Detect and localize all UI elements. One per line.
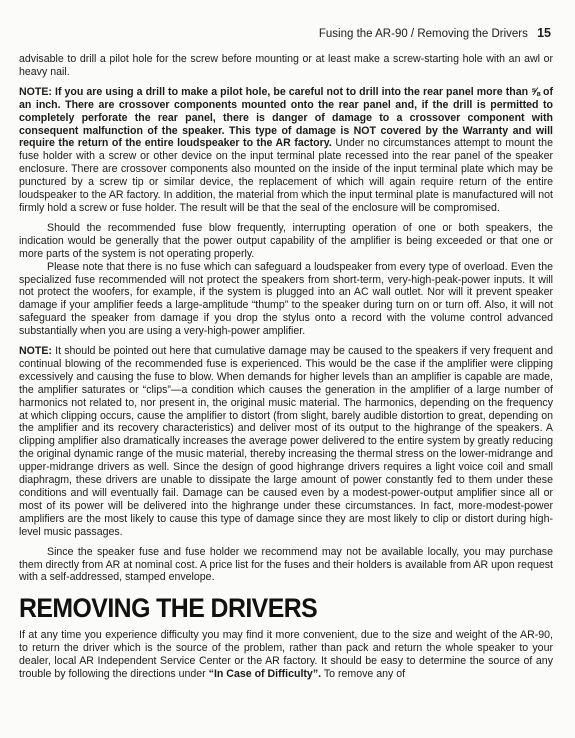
note-body: Under no circumstances attempt to mount the fuse holder with a screw or other device on the input terminal plate recessed into the rear panel of the speaker enclosure. There are crossover components also mounted on the inside of the input terminal plate which may be punctured by a screw tip or similar device, the replacement of which will again require return of the entire loudspeaker to the AR factory. In addition, the material from which the input terminal plate is manufactured will not firmly hold a screw or fuse holder. The result will be that the seal of the enclosure will be compromised.: [19, 137, 553, 214]
note-bold-warning: If you are using a drill to make a pilot hole, be careful not to drill into the rear panel more than ⅝ of an inch. There are crossover components mounted onto the rear panel and, if the drill is permitted to completely perforate the rear panel, there is danger of damage to a crossover component with consequent malfunction of the speaker. This type of damage is NOT covered by the Warranty and will require the return of the entire loudspeaker to the AR factory.: [19, 85, 553, 150]
cross-reference: “In Case of Difficulty”.: [208, 667, 322, 680]
note-body: It should be pointed out here that cumulative damage may be caused to the speakers if very frequent and continual blowing of the recommended fuse is experienced. This would be the case if the amplifier were clipping excessively and causing the fuse to blow. When demands for higher levels than an amplifier is capable are made, the amplifier saturates or “clips”—a condition which causes the generation in the amplifier of a large number of harmonics not related to, nor present in, the original music material. The harmonics, depending on the frequency at which clipping occurs, cause the amplifier to distort (from slight, barely audible distortion to great, depending on the amplifier and its recovery characteristics) and deliver most of its output to the highrange of the speakers. A clipping amplifier also dramatically increases the average power delivered to the entire system by greatly reducing the original dynamic range of the music material, thereby increasing the thermal stress on the lower-midrange and upper-midrange drivers as well. Since the design of good highrange drivers requires a light voice coil and small diaphragm, these drivers are unable to dissipate the large amount of power constantly fed to them under these conditions and will eventually fail. Damage can be caused even by a modest-power-output amplifier since all or most of its power will be delivered into the highrange under these circumstances. In fact, more-modest-power amplifiers are the most likely to cause this type of damage since they are most likely to clip or distort during high-level music passages.: [19, 345, 553, 538]
paragraph-text: If at any time you experience difficulty you may find it more convenient, due to the size and weight of the AR-90, to return the driver which is the source of the problem, rather than pack and return the whole speaker to your dealer, local AR Independent Service Center or the AR factory. It should be easy to determine the source of any trouble by following the directions under: [19, 629, 553, 680]
running-title: Fusing the AR-90 / Removing the Drivers: [318, 28, 528, 40]
paragraph-fuse-blow: Should the recommended fuse blow frequently, interrupting operation of one or both speakers, the indication would be generally that the power output capability of the amplifier is being exceeded or that one or more parts of the system is not operating properly.: [19, 221, 553, 260]
note-label: NOTE:: [19, 85, 52, 98]
page-number: 15: [537, 26, 551, 40]
note-drill-warning: [19, 86, 553, 215]
note-label: NOTE:: [19, 345, 52, 358]
page-header: [319, 26, 551, 40]
paragraph-continuation: advisable to drill a pilot hole for the screw before mounting or at least make a screw-starting hole with an awl or heavy nail.: [19, 53, 553, 78]
paragraph-removing-drivers: [19, 629, 553, 681]
body-text: [19, 53, 553, 681]
paragraph-tail: To remove any of: [323, 667, 406, 680]
section-heading: REMOVING THE DRIVERS: [19, 593, 318, 624]
paragraph-no-fuse-safeguard: Please note that there is no fuse which can safeguard a loudspeaker from every type of overload. Even the specialized fuse recommended will not protect the speakers from short-term, very-high-peak-power inputs. It will not protect the woofers, for example, if the system is plugged into an AC wall outlet. Nor will it prevent speaker damage if your amplifier feeds a large-amplitude “thump” to the speaker during turn on or turn off. Also, it will not safeguard the speaker from damage if you drop the stylus onto a record with the volume control advanced substantially when you are using a very-high-power amplifier.: [19, 260, 553, 338]
paragraph-purchase-fuse: Since the speaker fuse and fuse holder we recommend may not be available locally, you may purchase them directly from AR at nominal cost. A price list for the fuses and their holders is available from AR upon request with a self-addressed, stamped envelope.: [19, 545, 553, 584]
note-cumulative-damage: [19, 345, 553, 539]
